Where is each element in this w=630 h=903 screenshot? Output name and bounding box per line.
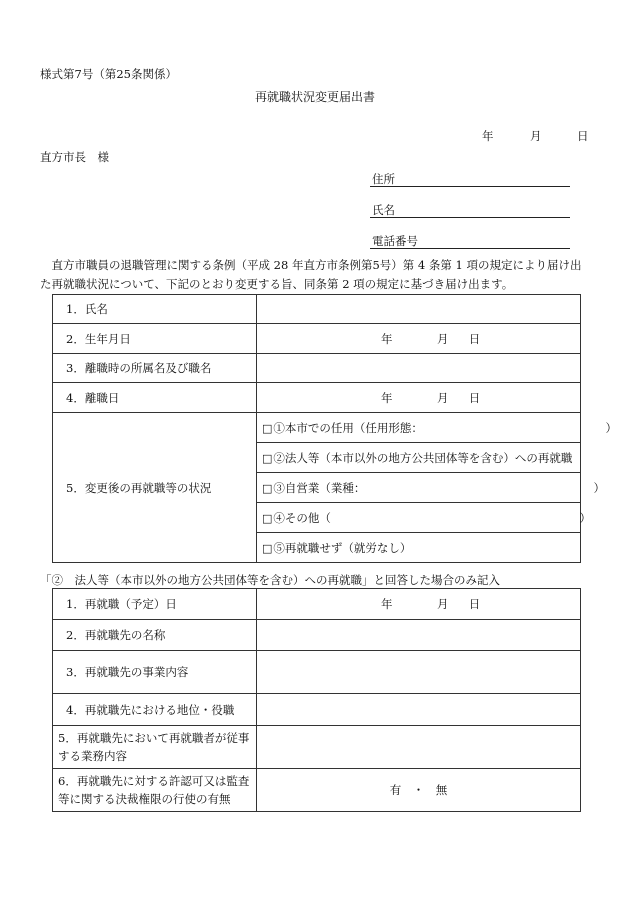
form-number: 様式第7号（第25条関係） bbox=[40, 67, 177, 81]
department-value-cell[interactable] bbox=[257, 354, 581, 383]
birth-year: 年 bbox=[381, 331, 393, 346]
change-table bbox=[52, 294, 617, 563]
birth-day: 日 bbox=[468, 331, 481, 346]
option-2[interactable] bbox=[257, 443, 581, 473]
intro-paragraph: 直方市職員の退職管理に関する条例（平成 28 年直方市条例第5号）第 4 条第 1 項の規定により届け出た再就職状況について、下記のとおり変更する旨、同条第 2 項の規定に基づき届け出ます。 bbox=[40, 258, 582, 291]
employer-name-value-cell[interactable] bbox=[257, 620, 581, 651]
addressee: 直方市長 様 bbox=[40, 150, 109, 164]
reemploy-month: 月 bbox=[437, 597, 449, 611]
option-5[interactable] bbox=[257, 533, 581, 563]
date-month[interactable]: 月 bbox=[530, 129, 542, 143]
retirement-date-row-label: 4．離職日 bbox=[53, 383, 257, 413]
birthdate-row-label: 2．生年月日 bbox=[53, 324, 257, 354]
option-1-close: ） bbox=[605, 420, 617, 435]
status-row-label: 5．変更後の再就職等の状況 bbox=[53, 413, 257, 563]
option-4-close: ） bbox=[579, 510, 591, 525]
address-label: 住所 bbox=[372, 172, 395, 186]
reemploy-year: 年 bbox=[381, 597, 393, 611]
conditional-note: 「② 法人等（本市以外の地方公共団体等を含む）への再就職」と回答した場合のみ記入 bbox=[40, 573, 500, 587]
table-row bbox=[53, 413, 581, 443]
table-row bbox=[53, 769, 581, 812]
position-value-cell[interactable] bbox=[257, 694, 581, 726]
name-row-label: 1．氏名 bbox=[53, 295, 257, 324]
duties-label: 5．再就職先において再就職者が従事する業務内容 bbox=[53, 726, 257, 769]
position-label: 4．再就職先における地位・役職 bbox=[53, 694, 257, 726]
table-row bbox=[53, 383, 581, 413]
phone-label: 電話番号 bbox=[372, 234, 418, 248]
table-row bbox=[53, 726, 581, 769]
option-5-text: ⑤再就職せず（就労なし） bbox=[273, 540, 412, 555]
birth-month: 月 bbox=[437, 331, 449, 346]
table-row bbox=[53, 354, 581, 383]
reemployment-table bbox=[52, 588, 581, 812]
table-row bbox=[53, 651, 581, 694]
option-3-text: ③自営業（業種： bbox=[273, 480, 366, 495]
authority-value-cell[interactable]: 有 ・ 無 bbox=[257, 769, 581, 812]
option-1[interactable] bbox=[257, 413, 617, 443]
employer-name-label: 2．再就職先の名称 bbox=[53, 620, 257, 651]
checkbox-icon[interactable]: □ bbox=[262, 451, 273, 465]
option-1-text: ①本市での任用（任用形態： bbox=[273, 420, 423, 435]
retirement-date-value-cell[interactable] bbox=[257, 383, 581, 413]
name-label: 氏名 bbox=[372, 203, 395, 217]
table-row bbox=[53, 694, 581, 726]
reemploy-date-label: 1．再就職（予定）日 bbox=[53, 589, 257, 620]
checkbox-icon[interactable]: □ bbox=[262, 481, 273, 495]
birthdate-value-cell[interactable] bbox=[257, 324, 581, 354]
retire-month: 月 bbox=[437, 390, 449, 405]
authority-label: 6．再就職先に対する許認可又は監査等に関する決裁権限の行使の有無 bbox=[53, 769, 257, 812]
retire-day: 日 bbox=[468, 390, 481, 405]
table-row bbox=[53, 324, 581, 354]
address-field[interactable] bbox=[370, 186, 570, 187]
date-day[interactable]: 日 bbox=[577, 129, 589, 143]
option-3[interactable] bbox=[257, 473, 605, 503]
table-row bbox=[53, 295, 581, 324]
checkbox-icon[interactable]: □ bbox=[262, 511, 273, 525]
name-field[interactable] bbox=[370, 217, 570, 218]
business-content-label: 3．再就職先の事業内容 bbox=[53, 651, 257, 694]
option-3-close: ） bbox=[593, 480, 605, 495]
name-value-cell[interactable] bbox=[257, 295, 581, 324]
option-4[interactable] bbox=[257, 503, 591, 533]
phone-field[interactable] bbox=[370, 248, 570, 249]
business-content-value-cell[interactable] bbox=[257, 651, 581, 694]
retire-year: 年 bbox=[381, 390, 393, 405]
checkbox-icon[interactable]: □ bbox=[262, 541, 273, 555]
form-title: 再就職状況変更届出書 bbox=[254, 90, 375, 104]
table-row bbox=[53, 620, 581, 651]
reemploy-day: 日 bbox=[468, 597, 481, 611]
checkbox-icon[interactable]: □ bbox=[262, 421, 273, 435]
option-2-text: ②法人等（本市以外の地方公共団体等を含む）への再就職 bbox=[273, 450, 573, 465]
option-4-text: ④その他（ bbox=[273, 510, 331, 525]
department-row-label: 3．離職時の所属名及び職名 bbox=[53, 354, 257, 383]
table-row bbox=[53, 589, 581, 620]
duties-value-cell[interactable] bbox=[257, 726, 581, 769]
reemploy-date-value-cell[interactable] bbox=[257, 589, 581, 620]
date-year[interactable]: 年 bbox=[482, 129, 494, 143]
